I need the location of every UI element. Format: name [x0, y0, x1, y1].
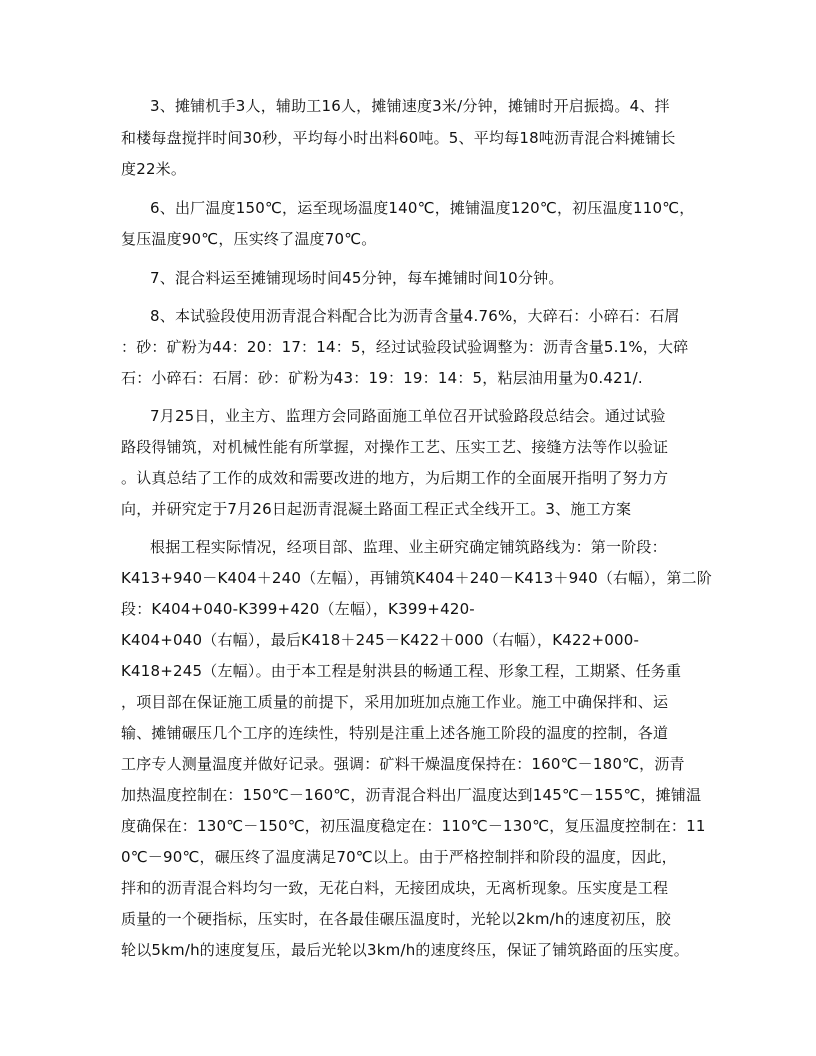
text-line: 根据工程实际情况，经项目部、监理、业主研究确定铺筑路线为：第一阶段： [150, 538, 667, 556]
text-line: 0℃－90℃，碾压终了温度满足70℃以上。由于严格控制拌和阶段的温度，因此， [121, 848, 677, 866]
text-line: ，项目部在保证施工质量的前提下，采用加班加点施工作业。施工中确保拌和、运 [121, 693, 669, 711]
text-line: K404+040（右幅），最后K418＋245－K422＋000（右幅），K422+000- [121, 631, 640, 649]
text-line: ：砂：矿粉为44：20：17：14：5，经过试验段试验调整为：沥青含量5.1%，大碎 [121, 338, 689, 356]
text-line: 向，并研究定于7月26日起沥青混凝土路面工程正式全线开工。3、施工方案 [121, 500, 632, 518]
text-line: 度确保在：130℃－150℃，初压温度稳定在：110℃－130℃，复压温度控制在：11 [121, 817, 706, 835]
text-line: 拌和的沥青混合料均匀一致，无花白料，无接团成块，无离析现象。压实度是工程 [121, 879, 669, 897]
text-line: 路段得铺筑，对机械性能有所掌握，对操作工艺、压实工艺、接缝方法等作以验证 [121, 438, 669, 456]
text-line: 复压温度90℃，压实终了温度70℃。 [121, 230, 377, 248]
text-line: 3、摊铺机手3人，辅助工16人，摊铺速度3米/分钟，摊铺时开启振捣。4、拌 [150, 97, 670, 115]
text-line: 7月25日，业主方、监理方会同路面施工单位召开试验路段总结会。通过试验 [150, 407, 666, 425]
text-line: K413+940－K404＋240（左幅），再铺筑K404＋240－K413＋940（右幅），第二阶 [121, 569, 712, 587]
text-line: 7、混合料运至摊铺现场时间45分钟，每车摊铺时间10分钟。 [150, 269, 564, 287]
text-line: 轮以5km/h的速度复压，最后光轮以3km/h的速度终压，保证了铺筑路面的压实度。 [121, 941, 690, 959]
text-line: K418+245（左幅）。由于本工程是射洪县的畅通工程、形象工程，工期紧、任务重 [121, 662, 682, 680]
text-line: 和楼每盘搅拌时间30秒，平均每小时出料60吨。5、平均每18吨沥青混合料摊铺长 [121, 129, 676, 147]
text-line: 8、本试验段使用沥青混合料配合比为沥青含量4.76%，大碎石：小碎石：石屑 [150, 307, 680, 325]
text-line: 。认真总结了工作的成效和需要改进的地方，为后期工作的全面展开指明了努力方 [121, 469, 669, 487]
text-line: 6、出厂温度150℃，运至现场温度140℃，摊铺温度120℃，初压温度110℃， [150, 199, 695, 217]
text-line: 加热温度控制在：150℃－160℃，沥青混合料出厂温度达到145℃－155℃，摊铺温 [121, 786, 702, 804]
text-line: 段：K404+040-K399+420（左幅），K399+420- [121, 600, 475, 618]
text-line: 度22米。 [121, 160, 187, 178]
text-line: 石：小碎石：石屑：砂：矿粉为43：19：19：14：5，粘层油用量为0.421/. [121, 369, 643, 387]
text-line: 工序专人测量温度并做好记录。强调：矿料干燥温度保持在：160℃－180℃，沥青 [121, 755, 685, 773]
text-line: 质量的一个硬指标，压实时，在各最佳碾压温度时，光轮以2km/h的速度初压，胶 [121, 910, 672, 928]
text-line: 输、摊铺碾压几个工序的连续性，特别是注重上述各施工阶段的温度的控制，各道 [121, 724, 669, 742]
